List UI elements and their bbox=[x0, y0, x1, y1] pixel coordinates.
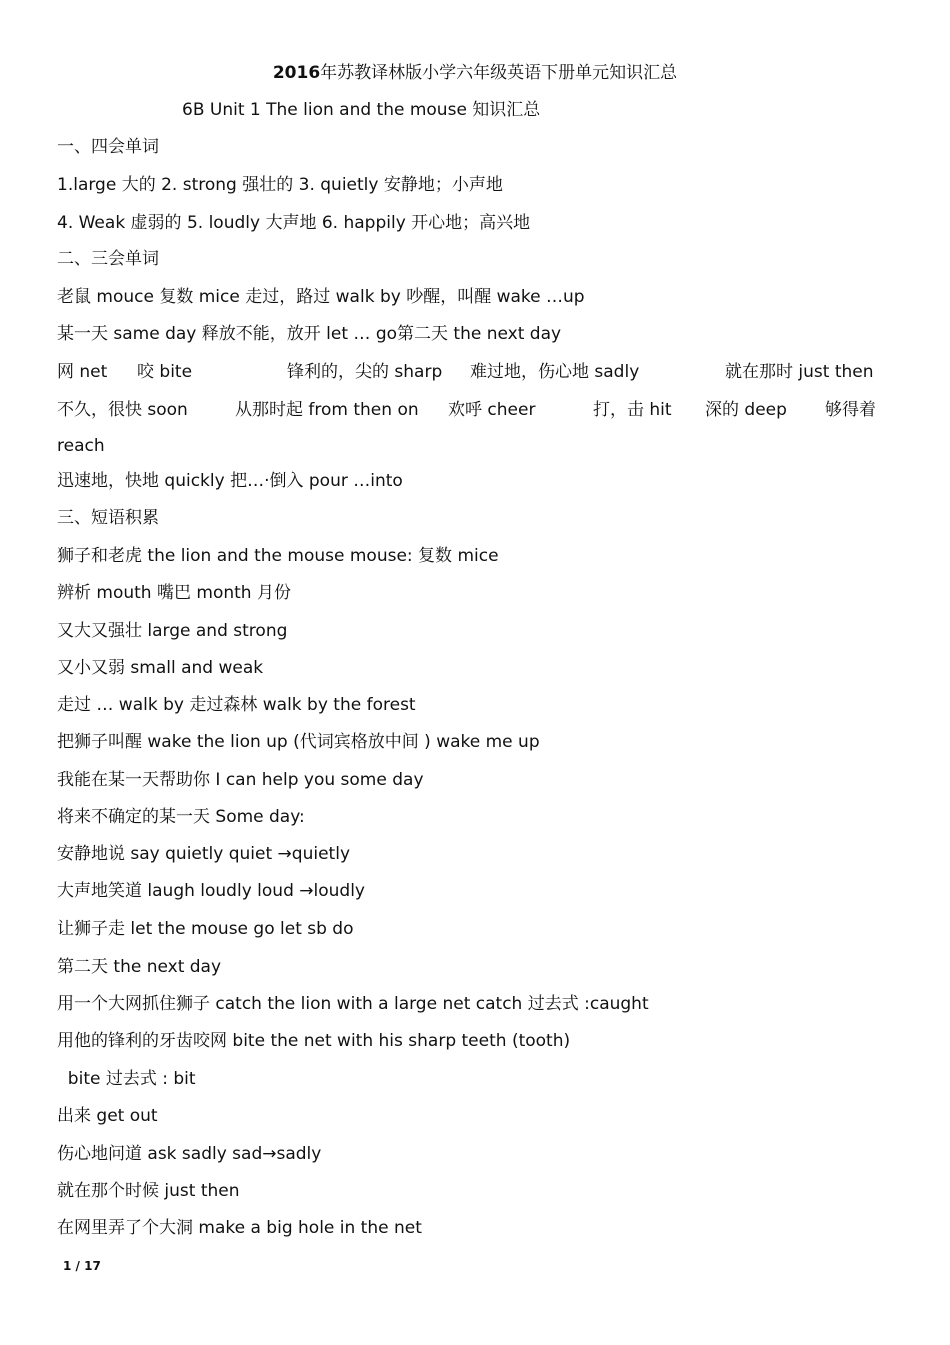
words-line-3 bbox=[57, 361, 887, 383]
phrase-line: 用一个大网抓住狮子 catch the lion with a large net catch 过去式 :caught bbox=[57, 994, 649, 1014]
phrase-line: 又大又强壮 large and strong bbox=[57, 621, 288, 641]
words-line-2: 某一天 same day 释放不能，放开 let … go第二天 the next day bbox=[57, 324, 562, 344]
section-heading-phrases: 三、短语积累 bbox=[57, 508, 159, 528]
phrase-line: 走过 … walk by 走过森林 walk by the forest bbox=[57, 695, 416, 715]
phrase-line: 伤心地问道 ask sadly sad→sadly bbox=[57, 1144, 322, 1164]
phrase-line: 就在那个时候 just then bbox=[57, 1181, 240, 1201]
phrase-line: 让狮子走 let the mouse go let sb do bbox=[57, 919, 354, 939]
phrase-line: 将来不确定的某一天 Some day: bbox=[57, 807, 305, 827]
word-net: 网 net bbox=[57, 362, 108, 382]
word-from-then-on: 从那时起 from then on bbox=[235, 400, 419, 420]
word-sadly: 难过地，伤心地 sadly bbox=[470, 362, 640, 382]
phrase-line: 我能在某一天帮助你 I can help you some day bbox=[57, 770, 424, 790]
vocab-line-1: 1.large 大的 2. strong 强壮的 3. quietly 安静地；小声地 bbox=[57, 175, 503, 195]
word-bite: 咬 bite bbox=[137, 362, 193, 382]
words-line-1: 老鼠 mouce 复数 mice 走过，路过 walk by 吵醒，叫醒 wake …up bbox=[57, 287, 585, 307]
word-just-then: 就在那时 just then bbox=[725, 362, 874, 382]
page-number: 1 / 17 bbox=[63, 1259, 101, 1273]
phrase-line: 又小又弱 small and weak bbox=[57, 658, 264, 678]
phrase-line: 辨析 mouth 嘴巴 month 月份 bbox=[57, 583, 291, 603]
phrase-line: 第二天 the next day bbox=[57, 957, 222, 977]
vocab-line-2: 4. Weak 虚弱的 5. loudly 大声地 6. happily 开心地；高兴地 bbox=[57, 213, 531, 233]
words-line-6: 迅速地，快地 quickly 把…·倒入 pour …into bbox=[57, 471, 403, 491]
phrase-line: 用他的锋利的牙齿咬网 bite the net with his sharp teeth (tooth) bbox=[57, 1031, 571, 1051]
phrase-line: 安静地说 say quietly quiet →quietly bbox=[57, 844, 351, 864]
word-cheer: 欢呼 cheer bbox=[448, 400, 536, 420]
words-line-4 bbox=[57, 399, 887, 421]
phrase-line: 出来 get out bbox=[57, 1106, 158, 1126]
word-reach-cn: 够得着 bbox=[825, 400, 876, 420]
section-heading-four-skill-words: 一、四会单词 bbox=[57, 137, 159, 157]
unit-subtitle: 6B Unit 1 The lion and the mouse 知识汇总 bbox=[182, 100, 541, 120]
phrase-line: 大声地笑道 laugh loudly loud →loudly bbox=[57, 881, 365, 901]
title-text: 年苏教译林版小学六年级英语下册单元知识汇总 bbox=[320, 63, 678, 83]
word-sharp: 锋利的，尖的 sharp bbox=[287, 362, 443, 382]
phrase-line: 在网里弄了个大洞 make a big hole in the net bbox=[57, 1218, 422, 1238]
word-soon: 不久，很快 soon bbox=[57, 400, 188, 420]
section-heading-three-skill-words: 二、三会单词 bbox=[57, 249, 159, 269]
words-line-5: reach bbox=[57, 436, 105, 456]
word-hit: 打，击 hit bbox=[593, 400, 672, 420]
phrase-line: bite 过去式 : bit bbox=[57, 1069, 196, 1089]
phrase-line: 狮子和老虎 the lion and the mouse mouse: 复数 mice bbox=[57, 546, 499, 566]
title-year: 2016 bbox=[272, 63, 321, 83]
phrase-line: 把狮子叫醒 wake the lion up (代词宾格放中间 ) wake me up bbox=[57, 732, 540, 752]
word-deep: 深的 deep bbox=[705, 400, 787, 420]
document-title bbox=[0, 62, 950, 84]
